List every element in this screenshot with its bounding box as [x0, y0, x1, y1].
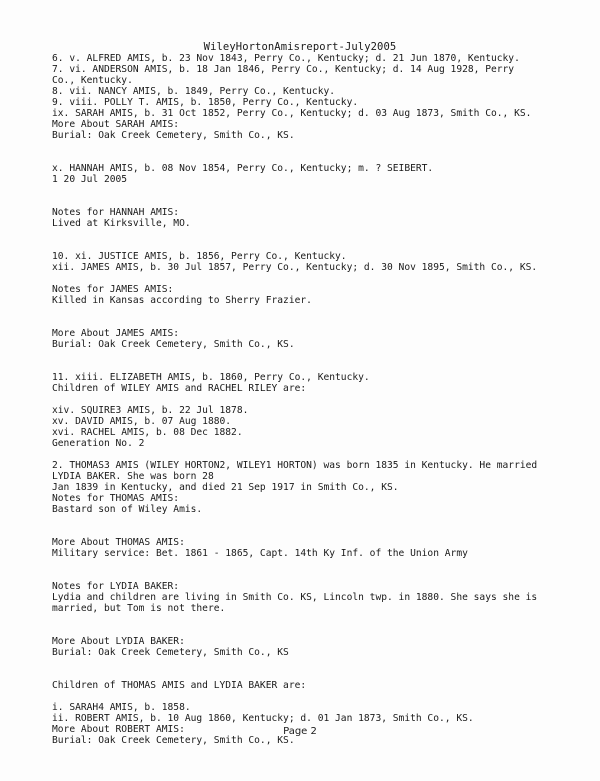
blank-line	[52, 570, 600, 581]
text-line: 6. v. ALFRED AMIS, b. 23 Nov 1843, Perry Co., Kentucky; d. 21 Jun 1870, Kentucky.	[52, 53, 520, 64]
blank-line	[52, 273, 600, 284]
text-line: More About SARAH AMIS:	[52, 119, 180, 130]
text-line: Notes for THOMAS AMIS:	[52, 493, 180, 504]
text-line: Burial: Oak Creek Cemetery, Smith Co., KS	[52, 647, 289, 658]
blank-line	[52, 361, 600, 372]
text-line: Notes for JAMES AMIS:	[52, 284, 174, 295]
blank-line	[52, 240, 600, 251]
blank-line	[52, 185, 600, 196]
text-line: More About THOMAS AMIS:	[52, 537, 185, 548]
blank-line	[52, 394, 600, 405]
text-line: Children of WILEY AMIS and RACHEL RILEY are:	[52, 383, 307, 394]
blank-line	[52, 152, 600, 163]
text-line: Burial: Oak Creek Cemetery, Smith Co., KS.	[52, 735, 295, 746]
blank-line	[52, 669, 600, 680]
blank-line	[52, 515, 600, 526]
text-line: ix. SARAH AMIS, b. 31 Oct 1852, Perry Co., Kentucky; d. 03 Aug 1873, Smith Co., KS.	[52, 108, 532, 119]
text-line: Generation No. 2	[52, 438, 145, 449]
blank-line	[52, 526, 600, 537]
text-line: xv. DAVID AMIS, b. 07 Aug 1880.	[52, 416, 232, 427]
text-line: Co., Kentucky.	[52, 75, 133, 86]
blank-line	[52, 306, 600, 317]
page-number: Page 2	[283, 726, 317, 737]
report-title: WileyHortonAmisreport-July2005	[203, 41, 397, 53]
text-line: Killed in Kansas according to Sherry Frazier.	[52, 295, 312, 306]
blank-line	[52, 449, 600, 460]
text-line: xii. JAMES AMIS, b. 30 Jul 1857, Perry Co., Kentucky; d. 30 Nov 1895, Smith Co., KS.	[52, 262, 538, 273]
blank-line	[52, 625, 600, 636]
text-line: More About JAMES AMIS:	[52, 328, 180, 339]
text-line: 2. THOMAS3 AMIS (WILEY HORTON2, WILEY1 HORTON) was born 1835 in Kentucky. He married	[52, 460, 538, 471]
text-line: 10. xi. JUSTICE AMIS, b. 1856, Perry Co., Kentucky.	[52, 251, 347, 262]
blank-line	[52, 229, 600, 240]
text-line: Burial: Oak Creek Cemetery, Smith Co., KS.	[52, 130, 295, 141]
blank-line	[52, 141, 600, 152]
text-line: 11. xiii. ELIZABETH AMIS, b. 1860, Perry Co., Kentucky.	[52, 372, 370, 383]
blank-line	[52, 614, 600, 625]
blank-line	[52, 559, 600, 570]
blank-line	[52, 658, 600, 669]
text-line: 7. vi. ANDERSON AMIS, b. 18 Jan 1846, Perry Co., Kentucky; d. 14 Aug 1928, Perry	[52, 64, 515, 75]
text-line: Notes for HANNAH AMIS:	[52, 207, 180, 218]
text-line: ii. ROBERT AMIS, b. 10 Aug 1860, Kentucky; d. 01 Jan 1873, Smith Co., KS.	[52, 713, 474, 724]
blank-line	[52, 196, 600, 207]
text-line: i. SARAH4 AMIS, b. 1858.	[52, 702, 191, 713]
text-line: Bastard son of Wiley Amis.	[52, 504, 203, 515]
text-line: 1 20 Jul 2005	[52, 174, 128, 185]
text-line: More About LYDIA BAKER:	[52, 636, 185, 647]
report-body	[52, 53, 600, 746]
blank-line	[52, 350, 600, 361]
text-line: Military service: Bet. 1861 - 1865, Capt. 14th Ky Inf. of the Union Army	[52, 548, 468, 559]
text-line: Burial: Oak Creek Cemetery, Smith Co., KS.	[52, 339, 295, 350]
text-line: More About ROBERT AMIS:	[52, 724, 185, 735]
text-line: x. HANNAH AMIS, b. 08 Nov 1854, Perry Co., Kentucky; m. ? SEIBERT.	[52, 163, 434, 174]
text-line: 9. viii. POLLY T. AMIS, b. 1850, Perry Co., Kentucky.	[52, 97, 359, 108]
text-line: Lived at Kirksville, MO.	[52, 218, 191, 229]
text-line: xvi. RACHEL AMIS, b. 08 Dec 1882.	[52, 427, 243, 438]
text-line: xiv. SQUIRE3 AMIS, b. 22 Jul 1878.	[52, 405, 249, 416]
text-line: 8. vii. NANCY AMIS, b. 1849, Perry Co., Kentucky.	[52, 86, 336, 97]
text-line: Lydia and children are living in Smith Co. KS, Lincoln twp. in 1880. She says she is	[52, 592, 538, 603]
text-line: Notes for LYDIA BAKER:	[52, 581, 180, 592]
text-line: Jan 1839 in Kentucky, and died 21 Sep 1917 in Smith Co., KS.	[52, 482, 399, 493]
blank-line	[52, 691, 600, 702]
blank-line	[52, 317, 600, 328]
text-line: married, but Tom is not there.	[52, 603, 226, 614]
text-line: LYDIA BAKER. She was born 28	[52, 471, 214, 482]
text-line: Children of THOMAS AMIS and LYDIA BAKER are:	[52, 680, 307, 691]
